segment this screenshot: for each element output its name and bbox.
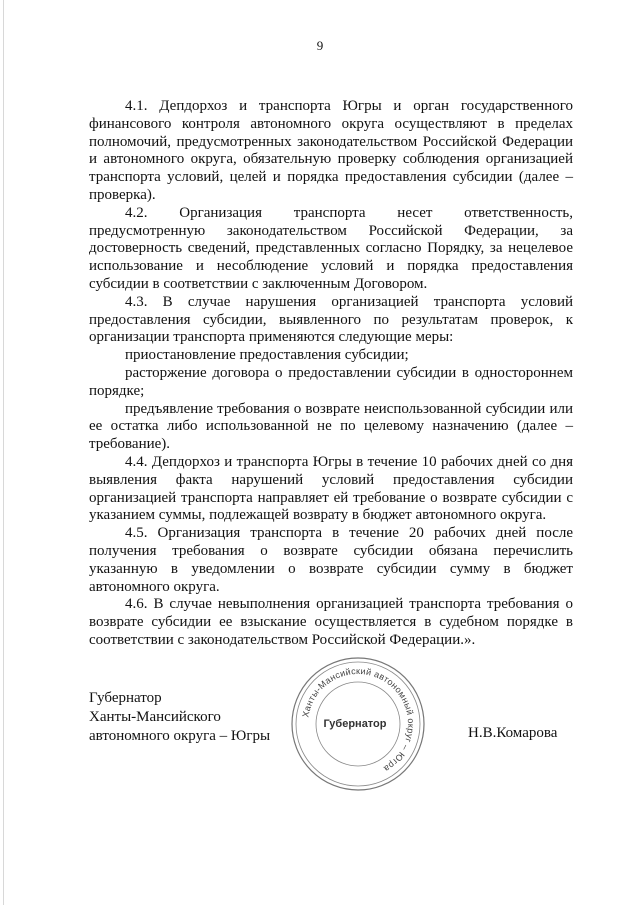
paragraph-4-4: 4.4. Депдорхоз и транспорта Югры в течение 10 рабочих дней со дня выявления факта нарушений условий предоставления субсидии организацией транспорта направляет ей требование о возврате субсидии с указанием суммы, подлежащей возврату в бюджет автономного округа. xyxy=(89,453,573,524)
signatory-title-line: Ханты-Мансийского xyxy=(89,709,221,725)
body-text xyxy=(89,98,573,650)
seal-ring xyxy=(296,662,420,786)
paragraph-4-3: 4.3. В случае нарушения организацией транспорта условий предоставления субсидии, выявленного по результатам проверок, к организации транспорта применяются следующие меры: xyxy=(89,293,573,346)
signatory-name: Н.В.Комарова xyxy=(468,725,558,741)
measure-termination: расторжение договора о предоставлении субсидии в одностороннем порядке; xyxy=(89,364,573,399)
page-number: 9 xyxy=(316,38,324,53)
seal-ring-text: Ханты-Мансийский автономный округ – Югра xyxy=(300,665,417,775)
seal-inner-ring xyxy=(316,682,400,766)
seal-graphic xyxy=(288,654,428,794)
signatory-title-line: автономного округа – Югры xyxy=(89,728,271,744)
measure-suspension: приостановление предоставления субсидии; xyxy=(125,347,409,364)
paragraph-4-1: 4.1. Депдорхоз и транспорта Югры и орган государственного финансового контроля автономного округа осуществляют в пределах полномочий, предусмотренных законодательством Российской Федерации и автономного округа, обязательную проверку соблюдения организацией транспорта условий, целей и порядка предоставления субсидии (далее – проверка). xyxy=(89,98,573,203)
official-seal xyxy=(288,654,428,794)
paragraph-4-2: 4.2. Организация транспорта несет ответственность, предусмотренную законодательством Российской Федерации, за достоверность сведений, представленных согласно Порядку, за нецелевое использование и несоблюдение условий и порядка предоставления субсидии в соответствии с заключенным Договором. xyxy=(89,204,573,292)
seal-center-text: Губернатор xyxy=(323,718,387,730)
scan-edge xyxy=(3,0,4,905)
signatory-title xyxy=(89,689,270,746)
paragraph-4-5: 4.5. Организация транспорта в течение 20 рабочих дней после получения требования о возврате субсидии обязана перечислить указанную в уведомлении о возврате субсидии сумму в бюджет автономного округа. xyxy=(89,525,573,595)
seal-outer-ring xyxy=(292,658,424,790)
measure-refund-demand: предъявление требования о возврате неиспользованной субсидии или ее остатка либо использованной не по целевому назначению (далее – требование). xyxy=(89,400,573,453)
paragraph-4-6: 4.6. В случае невыполнения организацией транспорта требования о возврате субсидии ее взыскание осуществляется в судебном порядке в соответствии с законодательством Российской Федерации.». xyxy=(89,596,573,648)
signatory-title-line: Губернатор xyxy=(89,690,162,706)
